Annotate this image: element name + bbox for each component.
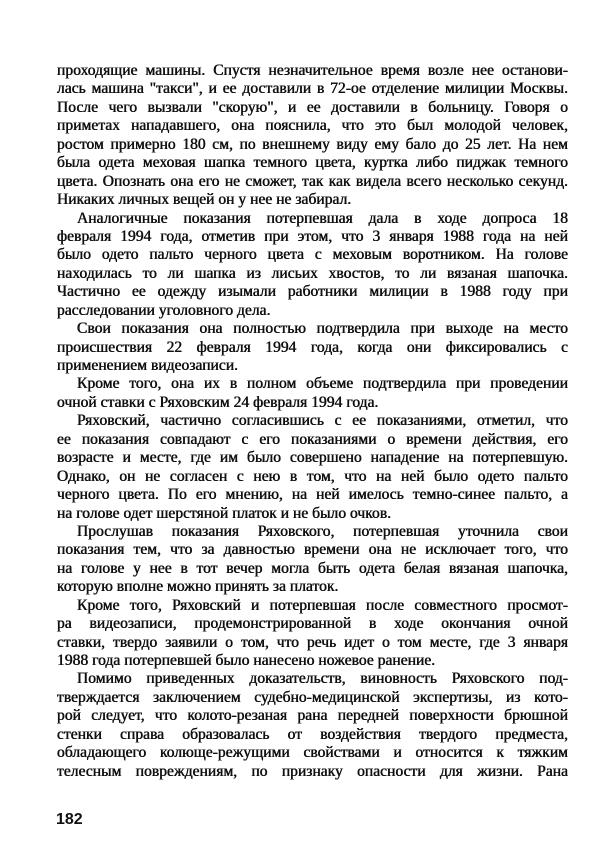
text-line: обладающего колюще-режущими свойствами и относится к тяжким bbox=[57, 744, 568, 762]
text-line: очной ставки с Ряховским 24 февраля 1994 года. bbox=[57, 393, 379, 411]
text-line: рой следует, что колото-резаная рана передней поверхности брюшной bbox=[57, 707, 568, 725]
text-line: Кроме того, Ряховский и потерпевшая после совместного просмот- bbox=[77, 596, 568, 614]
text-line: Ряховский, частично согласившись с ее показаниями, отметил, что bbox=[77, 412, 568, 430]
text-line: черного цвета. По его мнению, на ней имелось темно-синее пальто, а bbox=[57, 486, 568, 504]
text-line: применением видеозаписи. bbox=[57, 357, 239, 374]
paragraph bbox=[57, 670, 568, 781]
text-line: показания тем, что за давностью времени она не исключает того, что bbox=[57, 541, 568, 559]
text-line: ра видеозаписи, продемонстрированной в ходе окончания очной bbox=[57, 615, 568, 633]
text-line: стенки справа образовалась от воздействия твердого предместа, bbox=[57, 725, 568, 743]
text-line: телесным повреждениям, по признаку опасности для жизни. Рана bbox=[57, 762, 568, 780]
paragraph bbox=[57, 523, 568, 597]
paragraph bbox=[57, 62, 568, 210]
text-line: ее показания совпадают с его показаниями о времени действия, его bbox=[57, 430, 568, 448]
text-line: проходящие машины. Спустя незначительное время возле нее останови- bbox=[57, 62, 568, 79]
text-line: цвета. Опознать она его не сможет, так как видела всего несколько секунд. bbox=[57, 172, 568, 190]
text-line: Кроме того, она их в полном объеме подтвердила при проведении bbox=[77, 375, 568, 393]
paragraph bbox=[57, 375, 568, 412]
text-line: находилась то ли шапка из лисьих хвостов, то ли вязаная шапочка. bbox=[57, 264, 568, 282]
text-line: Частично ее одежду изымали работники милиции в 1988 году при bbox=[57, 283, 568, 301]
text-line: Свои показания она полностью подтвердила при выходе на место bbox=[77, 320, 568, 338]
text-line: которую вполне можно принять за платок. bbox=[57, 578, 339, 596]
text-line: Никаких личных вещей он у нее не забирал. bbox=[57, 191, 352, 209]
text-line: Однако, он не согласен с нею в том, что на ней было одето пальто bbox=[57, 467, 568, 485]
text-line: была одета меховая шапка темного цвета, куртка либо пиджак темного bbox=[57, 154, 568, 172]
text-line: Помимо приведенных доказательств, виновность Ряховского под- bbox=[77, 670, 568, 688]
text-line: тверждается заключением судебно-медицинской экспертизы, из кото- bbox=[57, 688, 568, 706]
text-line: Прослушав показания Ряховского, потерпевшая уточнила свои bbox=[77, 522, 568, 540]
paragraph bbox=[57, 320, 568, 375]
text-line: ростом примерно 180 см, по внешнему виду ему бало до 25 лет. На нем bbox=[57, 135, 568, 153]
text-line: февраля 1994 года, отметив при этом, что 3 января 1988 года на ней bbox=[57, 227, 568, 245]
text-line: происшествия 22 февраля 1994 года, когда они фиксировались с bbox=[57, 338, 568, 356]
paragraph bbox=[57, 412, 568, 523]
paragraph bbox=[57, 597, 568, 671]
text-line: ставки, твердо заявили о том, что речь идет о том месте, где 3 января bbox=[57, 633, 568, 651]
text-line: возрасте и месте, где им было совершено нападение на потерпевшую. bbox=[57, 449, 568, 467]
text-line: лась машина "такси", и ее доставили в 72-ое отделение милиции Москвы. bbox=[57, 80, 568, 98]
text-line: было одето пальто черного цвета с меховым воротником. На голове bbox=[57, 246, 568, 264]
page-number: 182 bbox=[56, 811, 83, 828]
text-line: расследовании уголовного дела. bbox=[57, 301, 271, 319]
text-line: на голове у нее в тот вечер могла быть одета белая вязаная шапочка, bbox=[57, 559, 568, 577]
text-line: приметах нападавшего, она пояснила, что это был молодой человек, bbox=[57, 117, 568, 135]
text-line: Аналогичные показания потерпевшая дала в ходе допроса 18 bbox=[77, 209, 568, 227]
text-line: После чего вызвали "скорую", и ее доставили в больницу. Говоря о bbox=[57, 98, 568, 116]
paragraph bbox=[57, 210, 568, 321]
text-line: 1988 года потерпевшей было нанесено ножевое ранение. bbox=[57, 652, 436, 669]
book-page-text bbox=[57, 62, 568, 781]
text-line: на голове одет шерстяной платок и не было очков. bbox=[57, 504, 392, 522]
